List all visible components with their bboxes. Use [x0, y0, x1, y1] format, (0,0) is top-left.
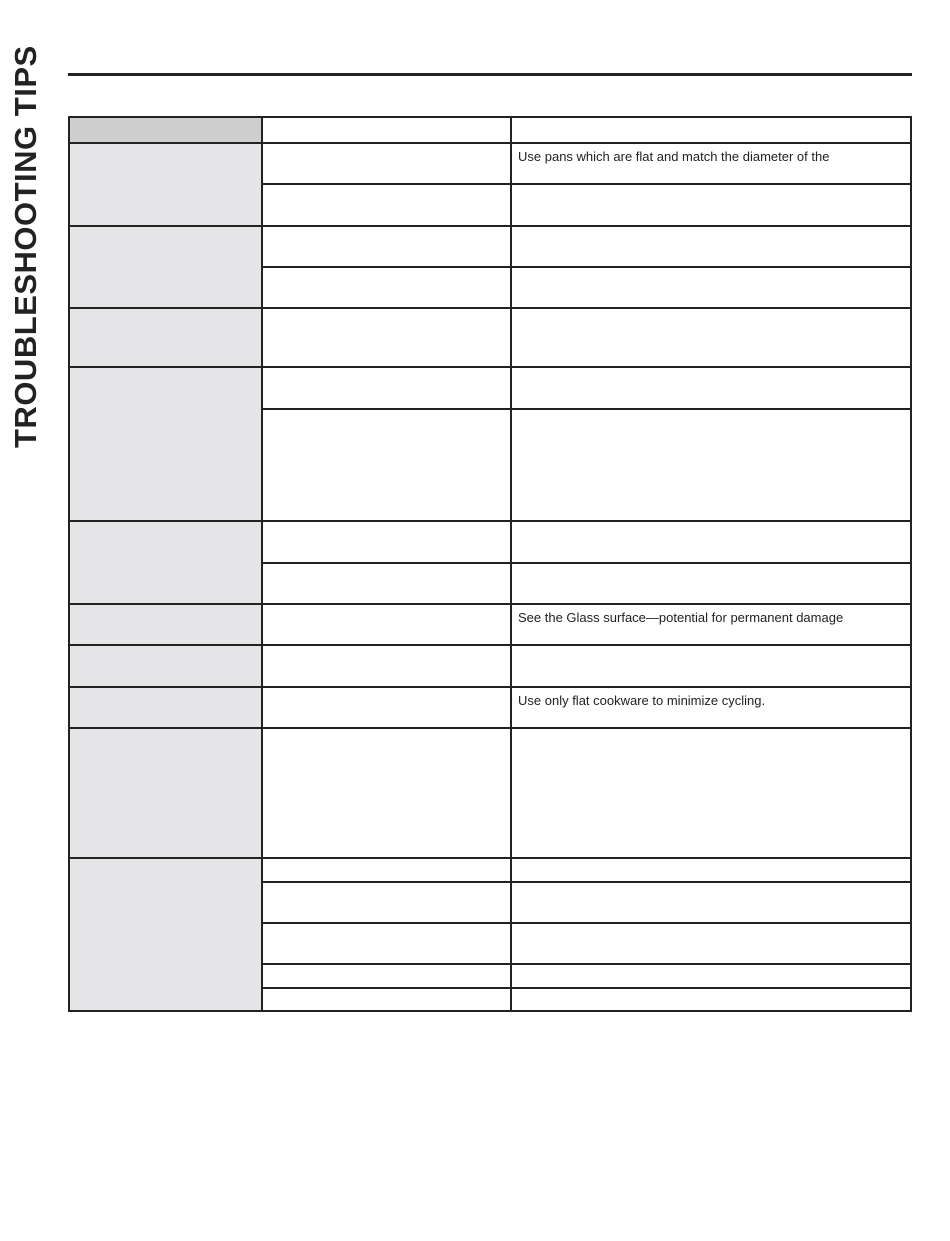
- solution-text: Use pans which are flat and match the diameter of the: [518, 149, 830, 164]
- cause-cell: [263, 368, 512, 410]
- cause-cell: [263, 646, 512, 688]
- solution-cell: [512, 729, 912, 859]
- problem-cell: [70, 729, 263, 859]
- cause-cell: [263, 185, 512, 227]
- problem-cell: [70, 368, 263, 522]
- solution-cell: [512, 410, 912, 522]
- cause-cell: [263, 989, 512, 1010]
- solution-text: See the Glass surface—potential for permanent damage: [518, 610, 844, 625]
- cause-cell: [263, 144, 512, 185]
- solution-cell: [512, 309, 912, 368]
- section-title: TROUBLESHOOTING TIPS: [8, 45, 43, 448]
- solution-cell: [512, 564, 912, 605]
- header-rule: [68, 73, 912, 76]
- problem-cell: [70, 646, 263, 688]
- problem-cell: [70, 859, 263, 1010]
- problem-cell: [70, 522, 263, 605]
- header-problem-cell: [70, 118, 263, 144]
- solution-cell: [512, 883, 912, 924]
- solution-cell: [512, 522, 912, 564]
- cause-cell: [263, 564, 512, 605]
- problem-cell: [70, 688, 263, 729]
- cause-cell: [263, 605, 512, 646]
- cause-cell: [263, 688, 512, 729]
- problem-cell: [70, 144, 263, 227]
- solution-cell: [512, 144, 912, 185]
- cause-cell: [263, 410, 512, 522]
- solution-text: Use only flat cookware to minimize cycling.: [518, 693, 766, 708]
- cause-cell: [263, 729, 512, 859]
- solution-cell: [512, 965, 912, 989]
- cause-cell: [263, 965, 512, 989]
- solution-cell: [512, 989, 912, 1010]
- problem-cell: [70, 309, 263, 368]
- cause-cell: [263, 883, 512, 924]
- solution-cell: [512, 605, 912, 646]
- header-cause-cell: [263, 118, 512, 144]
- cause-cell: [263, 522, 512, 564]
- solution-cell: [512, 368, 912, 410]
- cause-cell: [263, 309, 512, 368]
- solution-cell: [512, 268, 912, 309]
- cause-cell: [263, 859, 512, 883]
- solution-cell: [512, 688, 912, 729]
- cause-cell: [263, 268, 512, 309]
- solution-cell: [512, 924, 912, 965]
- solution-cell: [512, 185, 912, 227]
- solution-cell: [512, 859, 912, 883]
- problem-cell: [70, 605, 263, 646]
- cause-cell: [263, 227, 512, 268]
- cause-cell: [263, 924, 512, 965]
- solution-cell: [512, 227, 912, 268]
- troubleshooting-table: [68, 116, 912, 1012]
- header-solution-cell: [512, 118, 912, 144]
- solution-cell: [512, 646, 912, 688]
- problem-cell: [70, 227, 263, 309]
